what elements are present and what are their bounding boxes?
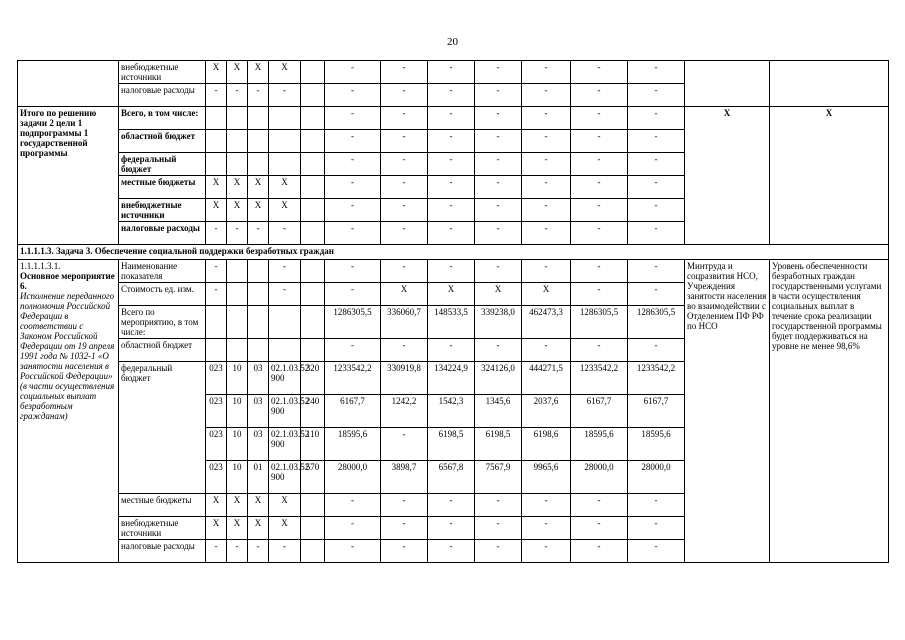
value-cell: X [381,283,428,306]
value-cell: - [571,283,628,306]
value-cell: - [381,540,428,563]
value-cell: 324126,0 [475,362,522,395]
value-cell: 1542,3 [428,395,475,428]
value-cell: - [475,517,522,540]
source-label: федеральный бюджет [119,362,206,494]
value-cell: - [628,153,685,176]
value-cell: 10 [227,395,248,428]
value-cell: - [628,84,685,107]
value-cell: - [628,130,685,153]
value-cell [248,339,269,362]
value-cell [227,153,248,176]
measure-text: Исполнение переданного полномочия Российской Федерации в соответствии с Законом Российской Федерации от 19 апреля 1991 года № 1032-1 «О занятости населения в Российской Федерации» (в части осуществления социальных выплат безработным гражданам) [20,291,115,421]
value-cell: X [248,61,269,84]
value-cell: 134224,9 [428,362,475,395]
source-label: Всего, в том числе: [119,107,206,130]
value-cell: - [628,517,685,540]
measure-title: Основное мероприятие 6. [20,271,115,291]
value-cell: - [381,517,428,540]
value-cell: 570 [301,461,325,494]
value-cell: - [522,260,571,283]
value-cell: - [522,176,571,199]
value-cell: X [206,517,227,540]
value-cell: - [428,540,475,563]
value-cell [206,153,227,176]
value-cell: - [475,153,522,176]
value-cell [301,260,325,283]
value-cell [269,107,301,130]
value-cell [206,339,227,362]
value-cell [301,199,325,222]
value-cell [206,306,227,339]
value-cell: 28000,0 [325,461,381,494]
result-cell: X [770,107,889,245]
value-cell: - [381,494,428,517]
source-label: налоговые расходы [119,222,206,245]
value-cell: - [571,222,628,245]
value-cell: 336060,7 [381,306,428,339]
value-cell: - [522,199,571,222]
measure-code: 1.1.1.1.3.1. [20,261,61,271]
value-cell: - [269,540,301,563]
value-cell: 1286305,5 [628,306,685,339]
value-cell: - [428,222,475,245]
value-cell [301,153,325,176]
value-cell: - [522,130,571,153]
value-cell: X [248,517,269,540]
value-cell: 339238,0 [475,306,522,339]
value-cell [301,517,325,540]
value-cell [301,61,325,84]
value-cell: 02.1.03.52 900 [269,395,301,428]
source-label: областной бюджет [119,130,206,153]
value-cell [248,130,269,153]
value-cell: - [522,61,571,84]
value-cell: X [227,176,248,199]
value-cell: 3898,7 [381,461,428,494]
value-cell [301,494,325,517]
value-cell: - [571,153,628,176]
value-cell: - [475,176,522,199]
table-row [18,107,889,130]
value-cell: 444271,5 [522,362,571,395]
table-row [18,245,889,260]
source-label: Стоимость ед. изм. [119,283,206,306]
value-cell [227,339,248,362]
value-cell: - [325,222,381,245]
value-cell: - [428,84,475,107]
value-cell: - [475,540,522,563]
value-cell: - [428,176,475,199]
value-cell: X [475,283,522,306]
empty-cell [685,61,770,107]
value-cell: - [628,222,685,245]
value-cell: 01 [248,461,269,494]
value-cell: - [269,222,301,245]
value-cell: - [428,494,475,517]
source-label: федеральный бюджет [119,153,206,176]
value-cell: - [381,428,428,461]
value-cell: - [571,130,628,153]
value-cell: 28000,0 [628,461,685,494]
value-cell: - [475,339,522,362]
value-cell [248,283,269,306]
value-cell: 10 [227,428,248,461]
value-cell: - [269,260,301,283]
value-cell: - [522,540,571,563]
value-cell: - [381,107,428,130]
value-cell: 1233542,2 [571,362,628,395]
value-cell: - [227,84,248,107]
value-cell: 320 [301,362,325,395]
value-cell [269,306,301,339]
value-cell: X [206,176,227,199]
value-cell: - [475,260,522,283]
value-cell: - [571,107,628,130]
value-cell: 9965,6 [522,461,571,494]
value-cell [227,260,248,283]
value-cell: - [628,107,685,130]
value-cell: - [522,153,571,176]
value-cell [301,107,325,130]
source-label: Всего по мероприятию, в том числе: [119,306,206,339]
value-cell [227,283,248,306]
value-cell: - [325,494,381,517]
value-cell: X [522,283,571,306]
value-cell: - [381,176,428,199]
value-cell: - [325,61,381,84]
value-cell: 6198,5 [475,428,522,461]
value-cell: 18595,6 [628,428,685,461]
value-cell [248,306,269,339]
value-cell: 1242,2 [381,395,428,428]
value-cell: - [571,61,628,84]
value-cell: - [571,517,628,540]
value-cell: 2037,6 [522,395,571,428]
value-cell: X [206,494,227,517]
value-cell: 023 [206,395,227,428]
value-cell: - [325,84,381,107]
value-cell: 03 [248,362,269,395]
value-cell: 148533,5 [428,306,475,339]
section-title: 1.1.1.1.3. Задача 3. Обеспечение социальной поддержки безработных граждан [18,245,889,260]
value-cell [206,107,227,130]
value-cell: - [325,339,381,362]
value-cell: - [325,260,381,283]
value-cell: - [325,540,381,563]
value-cell: X [269,176,301,199]
value-cell [301,540,325,563]
value-cell: - [628,199,685,222]
value-cell: X [269,61,301,84]
source-label: областной бюджет [119,339,206,362]
value-cell: 6167,7 [325,395,381,428]
value-cell: X [428,283,475,306]
value-cell: X [227,494,248,517]
value-cell: - [475,130,522,153]
value-cell: 1286305,5 [325,306,381,339]
value-cell: 1286305,5 [571,306,628,339]
value-cell: - [475,84,522,107]
executor-cell: Минтруда и соцразвития НСО, Учреждения занятости населения во взаимодействии с Отделением ПФ РФ по НСО [685,260,770,563]
value-cell: - [522,339,571,362]
value-cell: X [227,199,248,222]
value-cell: 6198,6 [522,428,571,461]
value-cell: 1233542,2 [628,362,685,395]
value-cell: - [325,176,381,199]
table-row [18,260,889,283]
value-cell [301,283,325,306]
value-cell: 6198,5 [428,428,475,461]
value-cell: - [628,283,685,306]
value-cell: - [475,61,522,84]
value-cell: - [381,153,428,176]
value-cell: 6167,7 [628,395,685,428]
value-cell: - [381,199,428,222]
value-cell: - [628,540,685,563]
empty-cell [18,61,119,107]
value-cell [301,176,325,199]
result-cell: Уровень обеспеченности безработных граждан государственными услугами в части осуществления социальных выплат в течение срока реализации государственной программы будет поддерживаться на уровне не менее 98,6% [770,260,889,563]
value-cell: - [248,540,269,563]
value-cell: - [381,130,428,153]
value-cell: - [571,540,628,563]
value-cell: 10 [227,362,248,395]
measure-description [18,260,119,563]
source-label: местные бюджеты [119,494,206,517]
value-cell: - [227,222,248,245]
value-cell [301,222,325,245]
value-cell [301,130,325,153]
value-cell: 02.1.03.52 900 [269,461,301,494]
value-cell: - [227,540,248,563]
value-cell: - [522,107,571,130]
value-cell: - [628,339,685,362]
value-cell: X [248,494,269,517]
value-cell: 1233542,2 [325,362,381,395]
value-cell [301,339,325,362]
value-cell: - [475,494,522,517]
value-cell: - [522,517,571,540]
value-cell: - [475,107,522,130]
value-cell: 28000,0 [571,461,628,494]
itogo-title: Итого по решению задачи 2 цели 1 подпрограммы 1 государственной программы [18,107,119,245]
value-cell: - [628,260,685,283]
value-cell: X [269,199,301,222]
value-cell: - [428,339,475,362]
value-cell: - [571,494,628,517]
value-cell [227,107,248,130]
value-cell: - [522,84,571,107]
value-cell: - [381,260,428,283]
value-cell: - [571,84,628,107]
value-cell: - [325,517,381,540]
value-cell: - [428,130,475,153]
value-cell: X [248,176,269,199]
value-cell: 7567,9 [475,461,522,494]
value-cell: - [571,199,628,222]
source-label: налоговые расходы [119,84,206,107]
value-cell: 023 [206,461,227,494]
value-cell: - [325,199,381,222]
value-cell: - [325,153,381,176]
value-cell: 18595,6 [571,428,628,461]
value-cell [301,84,325,107]
value-cell: 02.1.03.52 900 [269,428,301,461]
value-cell [227,306,248,339]
value-cell: - [428,199,475,222]
value-cell: 02.1.03.52 900 [269,362,301,395]
value-cell: - [269,84,301,107]
value-cell: 110 [301,428,325,461]
value-cell [206,130,227,153]
value-cell: - [206,260,227,283]
value-cell: 18595,6 [325,428,381,461]
value-cell: - [571,176,628,199]
value-cell: - [206,222,227,245]
value-cell [269,339,301,362]
value-cell: - [381,222,428,245]
value-cell: X [227,61,248,84]
source-label: внебюджетные источники [119,517,206,540]
value-cell: 240 [301,395,325,428]
value-cell: - [325,130,381,153]
value-cell: 1345,6 [475,395,522,428]
value-cell: - [381,339,428,362]
value-cell: - [475,199,522,222]
value-cell: 6167,7 [571,395,628,428]
value-cell: - [522,222,571,245]
source-label: внебюджетные источники [119,61,206,84]
value-cell [301,306,325,339]
value-cell [227,130,248,153]
page-number: 20 [447,36,458,48]
value-cell [248,107,269,130]
value-cell: - [571,339,628,362]
value-cell [248,260,269,283]
value-cell: - [428,61,475,84]
table-row [18,61,889,84]
value-cell: - [325,283,381,306]
value-cell: X [269,494,301,517]
value-cell: 03 [248,428,269,461]
source-label: местные бюджеты [119,176,206,199]
value-cell: - [628,61,685,84]
value-cell: - [628,176,685,199]
source-label: Наименование показателя [119,260,206,283]
source-label: внебюджетные источники [119,199,206,222]
value-cell: - [428,107,475,130]
value-cell: X [227,517,248,540]
value-cell: - [381,61,428,84]
value-cell: - [381,84,428,107]
value-cell: - [269,283,301,306]
value-cell: - [248,222,269,245]
value-cell: 023 [206,428,227,461]
value-cell: - [248,84,269,107]
value-cell: 330919,8 [381,362,428,395]
value-cell: 03 [248,395,269,428]
value-cell: 462473,3 [522,306,571,339]
source-label: налоговые расходы [119,540,206,563]
value-cell: - [628,494,685,517]
value-cell [269,153,301,176]
value-cell: - [522,494,571,517]
value-cell: 023 [206,362,227,395]
value-cell: X [269,517,301,540]
value-cell: - [571,260,628,283]
value-cell: - [325,107,381,130]
value-cell: - [475,222,522,245]
program-table [17,60,889,563]
value-cell: - [428,260,475,283]
value-cell: - [206,84,227,107]
value-cell: X [206,199,227,222]
executor-cell: X [685,107,770,245]
value-cell: - [428,517,475,540]
value-cell: 6567,8 [428,461,475,494]
value-cell [269,130,301,153]
value-cell [248,153,269,176]
value-cell: - [206,283,227,306]
value-cell: X [248,199,269,222]
value-cell: - [206,540,227,563]
empty-cell [770,61,889,107]
value-cell: X [206,61,227,84]
value-cell: - [428,153,475,176]
value-cell: 10 [227,461,248,494]
